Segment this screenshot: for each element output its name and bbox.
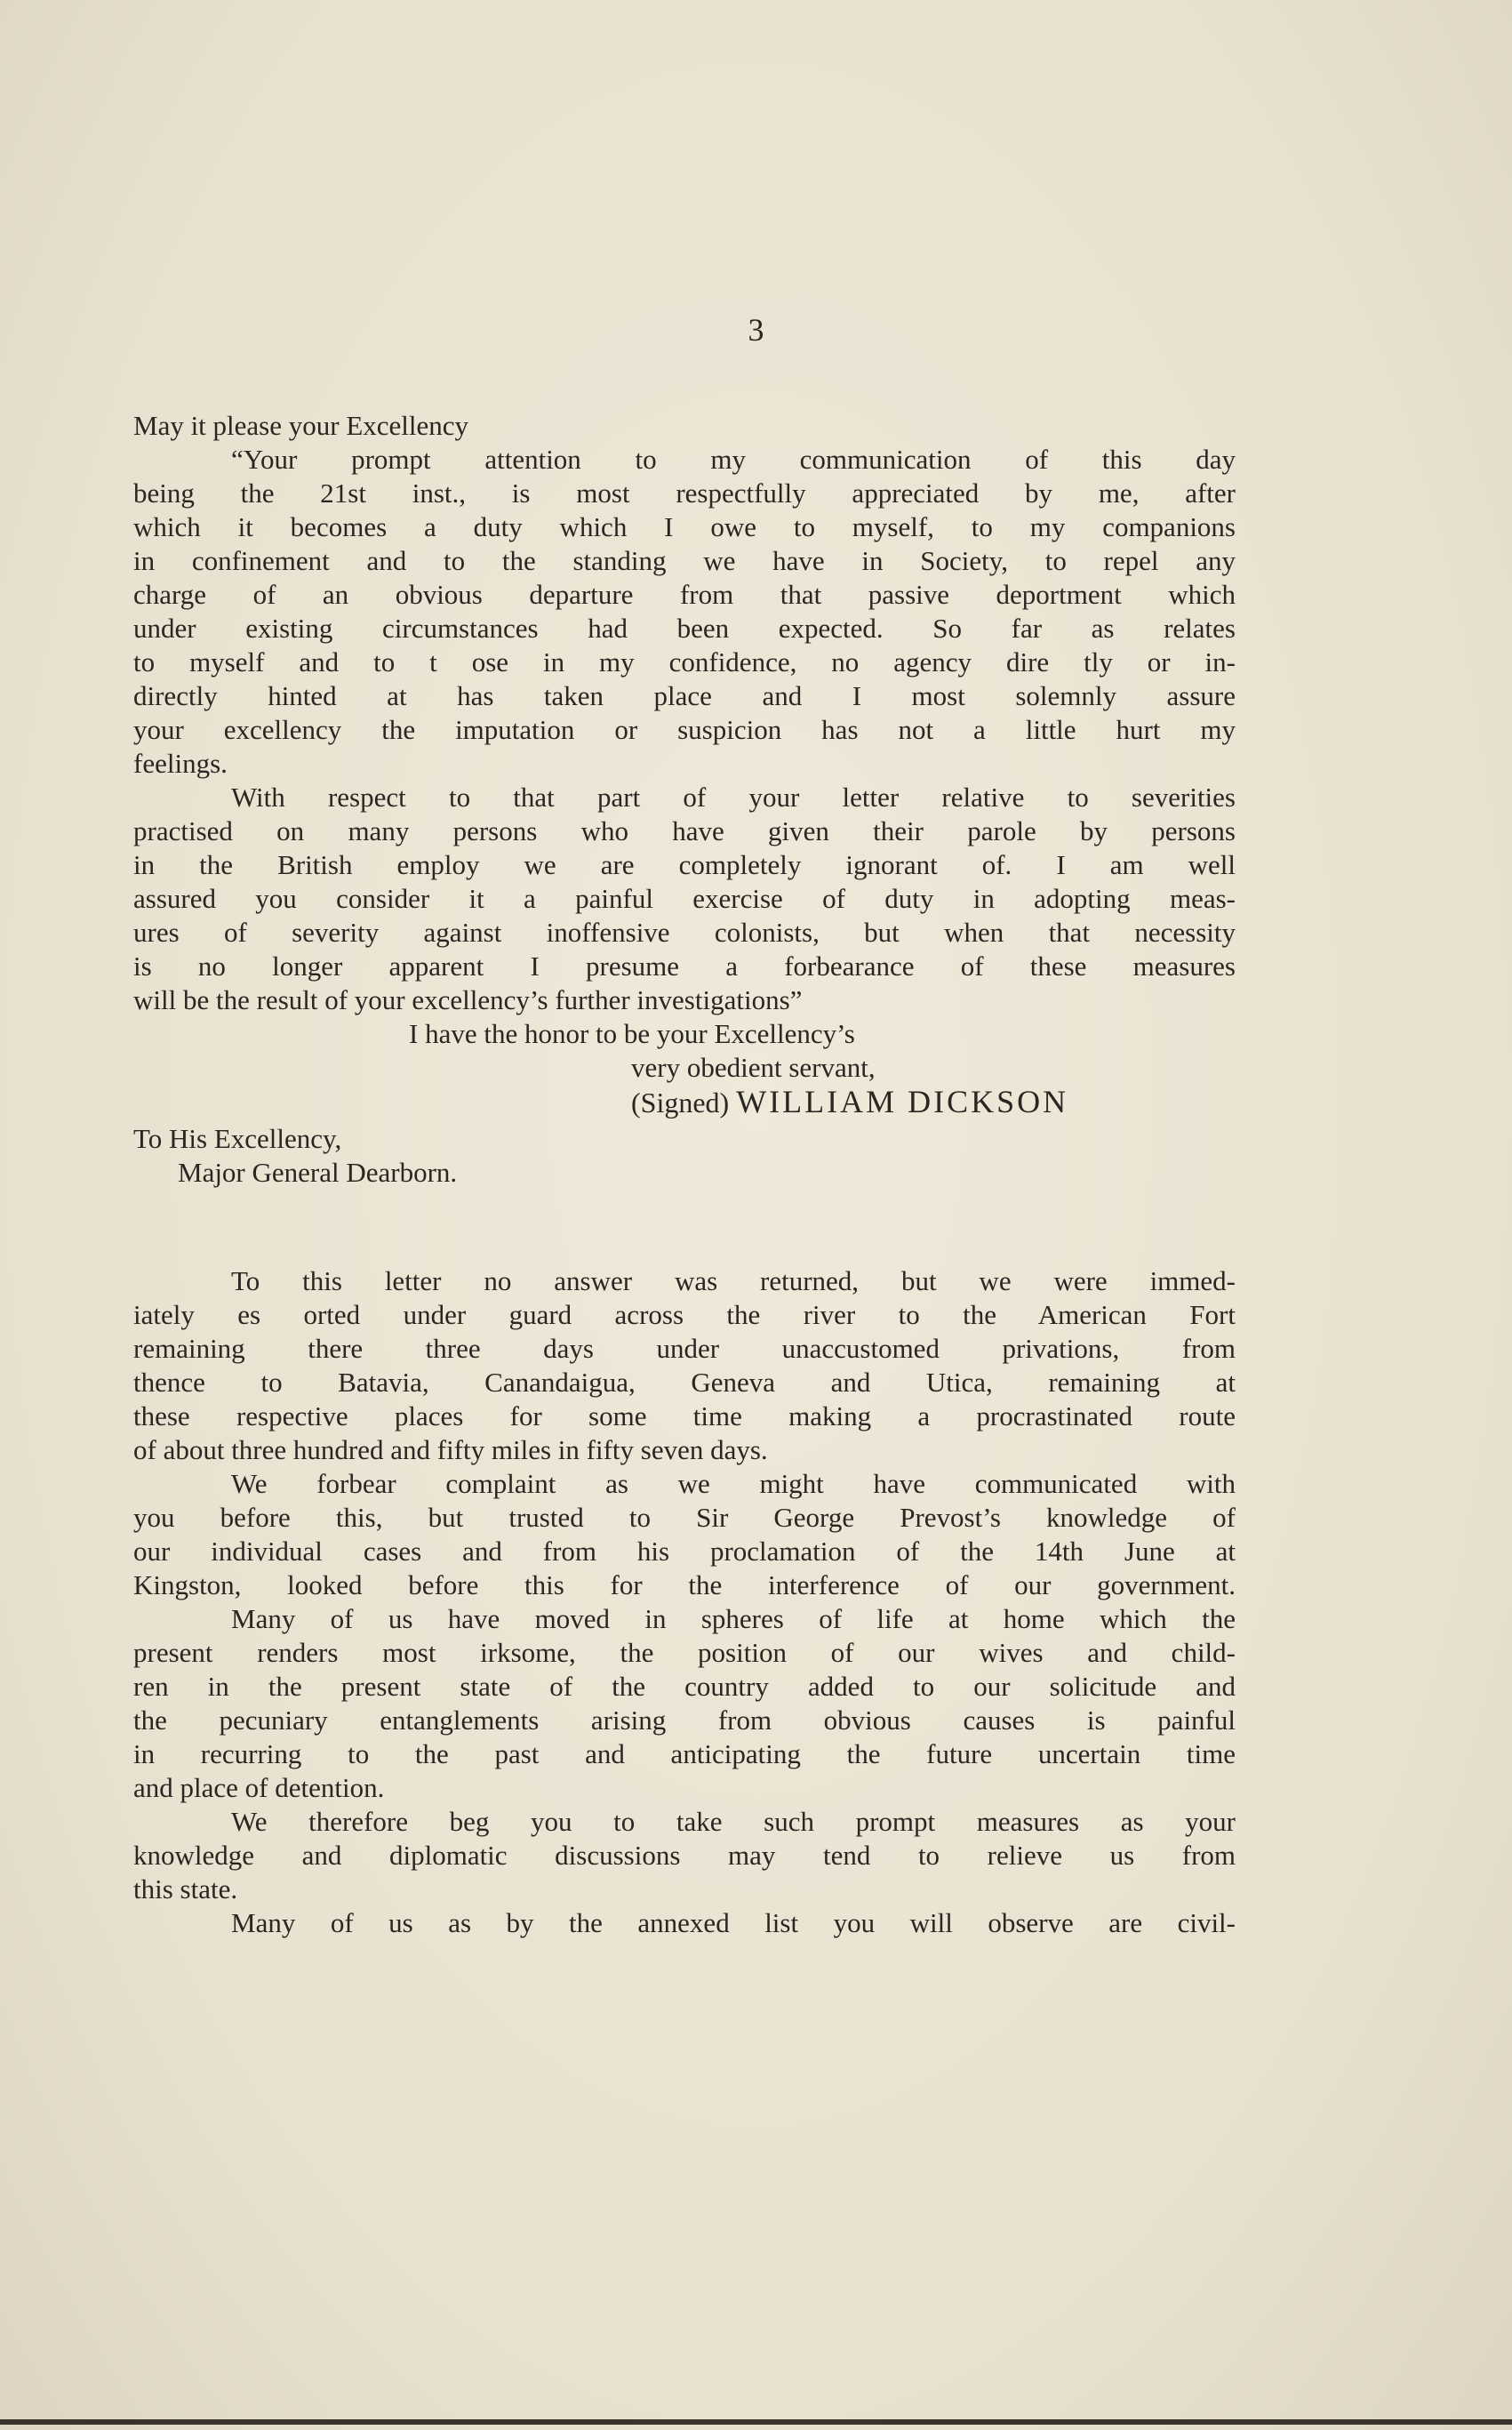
letter-p1-line-2: being the 21st inst., is most respectfully appreciated by me, after xyxy=(133,477,1236,509)
narr-p1-line-3: remaining there three days under unaccustomed privations, from xyxy=(133,1333,1236,1364)
narr-p3-line-4: the pecuniary entanglements arising from obvious causes is painful xyxy=(133,1704,1236,1736)
letter-p2-line-5: ures of severity against inoffensive colonists, but when that necessity xyxy=(133,917,1236,948)
salutation: May it please your Excellency xyxy=(133,410,469,441)
page-number: 3 xyxy=(748,312,764,348)
narr-p2-line-1: We forbear complaint as we might have communicated with xyxy=(231,1468,1236,1499)
signature-block xyxy=(133,1051,1236,1202)
letter-p2-line-6: is no longer apparent I presume a forbearance of these measures xyxy=(133,950,1236,982)
narr-p2-line-2: you before this, but trusted to Sir George Prevost’s knowledge of xyxy=(133,1502,1236,1533)
body-text xyxy=(133,409,1236,1940)
letter-p2-line-7: will be the result of your excellency’s further investigations” xyxy=(133,984,803,1015)
letter-p2-line-2: practised on many persons who have given their parole by persons xyxy=(133,815,1236,846)
signer-name: WILLIAM DICKSON xyxy=(736,1084,1069,1119)
narr-p1-line-4: thence to Batavia, Canandaigua, Geneva and Utica, remaining at xyxy=(133,1367,1236,1398)
narr-p4-line-1: We therefore beg you to take such prompt measures as your xyxy=(231,1806,1236,1837)
letter-p1-line-7: to myself and to t ose in my confidence, no agency dire tly or in- xyxy=(133,646,1236,678)
narr-p2-line-3: our individual cases and from his proclamation of the 14th June at xyxy=(133,1536,1236,1567)
narr-p5-line-1: Many of us as by the annexed list you will observe are civil- xyxy=(231,1907,1236,1938)
narr-p3-line-6: and place of detention. xyxy=(133,1772,385,1803)
letter-p1-line-3: which it becomes a duty which I owe to myself, to my companions xyxy=(133,511,1236,542)
narr-p3-line-3: ren in the present state of the country added to our solicitude and xyxy=(133,1671,1236,1702)
addressee-line-1: To His Excellency, xyxy=(133,1123,342,1154)
letter-p1-line-10: feelings. xyxy=(133,748,228,779)
narr-p4-line-3: this state. xyxy=(133,1873,238,1905)
letter-closing: I have the honor to be your Excellency’s xyxy=(409,1018,855,1049)
signed-label: (Signed) xyxy=(631,1087,730,1119)
narr-p3-line-1: Many of us have moved in spheres of life at home which the xyxy=(231,1603,1236,1634)
narr-p1-line-6: of about three hundred and fifty miles in fifty seven days. xyxy=(133,1434,768,1465)
letter-p1-line-4: in confinement and to the standing we have in Society, to repel any xyxy=(133,545,1236,576)
narr-p1-line-1: To this letter no answer was returned, but we were immed- xyxy=(231,1265,1236,1296)
letter-p2-line-3: in the British employ we are completely ignorant of. I am well xyxy=(133,849,1236,880)
narr-p1-line-2: iately es orted under guard across the river to the American Fort xyxy=(133,1299,1236,1330)
narr-p1-line-5: these respective places for some time making a procrastinated route xyxy=(133,1400,1236,1432)
valediction: very obedient servant, xyxy=(631,1052,876,1083)
letter-p1-line-5: charge of an obvious departure from that passive deportment which xyxy=(133,579,1236,610)
bottom-rule xyxy=(0,2419,1512,2425)
narr-p2-line-4: Kingston, looked before this for the interference of our government. xyxy=(133,1569,1236,1600)
addressee xyxy=(133,1122,457,1190)
letter-p1-line-1: “Your prompt attention to my communication of this day xyxy=(231,444,1236,475)
letter-p1-line-8: directly hinted at has taken place and I most solemnly assure xyxy=(133,680,1236,711)
letter-p1-line-6: under existing circumstances had been expected. So far as relates xyxy=(133,613,1236,644)
signed-line xyxy=(409,1085,1068,1119)
letter-p2-line-1: With respect to that part of your letter relative to severities xyxy=(231,782,1236,813)
letter-p2-line-4: assured you consider it a painful exercise of duty in adopting meas- xyxy=(133,883,1236,914)
letter-p1-line-9: your excellency the imputation or suspicion has not a little hurt my xyxy=(133,714,1236,745)
signature xyxy=(409,1051,1068,1119)
narr-p3-line-5: in recurring to the past and anticipating the future uncertain time xyxy=(133,1738,1236,1769)
narr-p3-line-2: present renders most irksome, the position of our wives and child- xyxy=(133,1637,1236,1668)
narrative xyxy=(133,1264,1236,1940)
narr-p4-line-2: knowledge and diplomatic discussions may tend to relieve us from xyxy=(133,1840,1236,1871)
addressee-line-2: Major General Dearborn. xyxy=(178,1157,458,1188)
